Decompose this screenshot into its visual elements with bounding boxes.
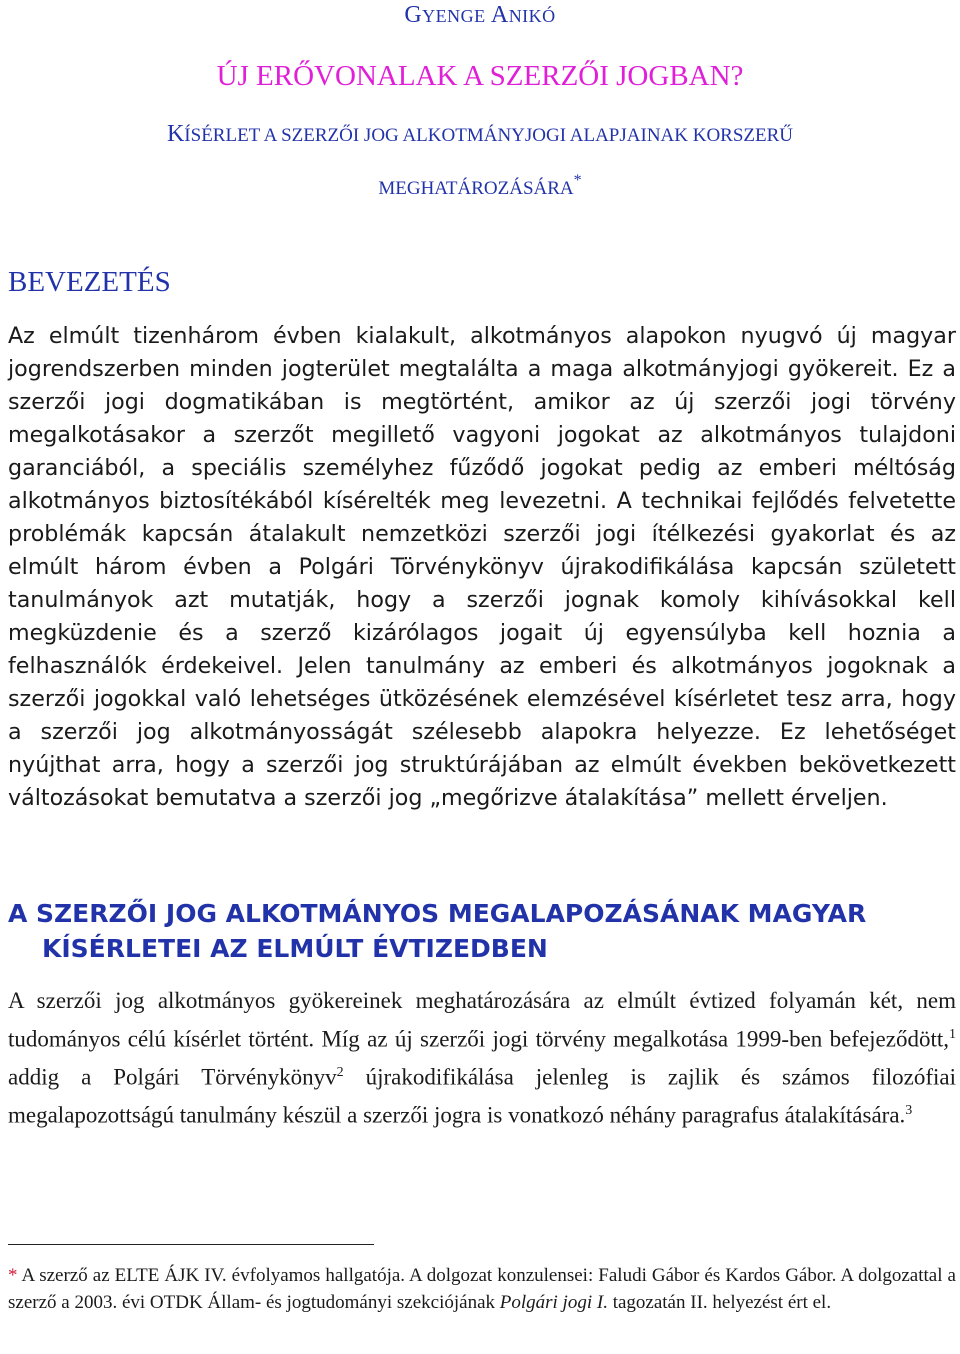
subtitle-footnote-marker[interactable]: * xyxy=(573,172,582,189)
subtitle-line-2-text: MEGHATÁROZÁSÁRA xyxy=(378,178,574,199)
subtitle-line-1 xyxy=(0,112,960,158)
footnote xyxy=(8,1262,956,1316)
footnote-text-b: tagozatán II. helyezést ért el. xyxy=(607,1292,832,1313)
footnote-text-a: A szerző az ELTE ÁJK IV. évfolyamos hallgatója. A dolgozat konzulensei: Faludi Gábor és Kardos Gábor. A dolgozattal a szerző a 2003. évi OTDK Állam- és jogtudományi szekciójának xyxy=(8,1265,956,1313)
author-rest-2: NIKÓ xyxy=(508,6,556,26)
author-initial-1: G xyxy=(404,2,423,28)
footnote-divider xyxy=(8,1244,374,1245)
footnote-ref-2[interactable]: 2 xyxy=(336,1064,344,1080)
section-heading-line-2: KÍSÉRLETEI AZ ELMÚLT ÉVTIZEDBEN xyxy=(42,934,548,963)
section-heading-line-1: A SZERZŐI JOG ALKOTMÁNYOS MEGALAPOZÁSÁNAK MAGYAR xyxy=(8,899,867,928)
section-paragraph xyxy=(8,984,956,1150)
subtitle-line-2 xyxy=(0,158,960,211)
section-text-b: addig a Polgári Törvénykönyv xyxy=(8,1064,337,1090)
author-rest-1: YENGE xyxy=(422,6,486,26)
footnote-italic: Polgári jogi I. xyxy=(499,1292,608,1313)
author-name xyxy=(0,2,960,29)
section-text-c: újrakodifikálása jelenleg is zajlik és számos filozófiai megalapozottságú tanulmány készül a szerzői jogra is vonatkozó néhány paragrafus átalakítására. xyxy=(8,1064,956,1128)
section-text-a: A szerzői jog alkotmányos gyökereinek meghatározására az elmúlt évtized folyamán két, nem tudományos célú kísérlet történt. Míg az új szerzői jogi törvény megalkotása 1999-ben befejeződött, xyxy=(8,988,956,1052)
paper-title: ÚJ ERŐVONALAK A SZERZŐI JOGBAN? xyxy=(216,60,744,92)
footnote-marker: * xyxy=(8,1265,18,1286)
footnote-ref-3[interactable]: 3 xyxy=(905,1102,913,1118)
intro-paragraph: Az elmúlt tizenhárom évben kialakult, alkotmányos alapokon nyugvó új magyar jogrendszerben minden jogterület megtalálta a maga alkotmányjogi gyökereit. Ez a szerzői jogi dogmatikában is megtörtént, amikor az új szerzői jogi törvény megalkotásakor a szerzőt megillető vagyoni jogokat az alkotmányos tulajdoni garanciából, a speciális személyhez fűződő jogokat pedig az emberi méltóság alkotmányos biztosítékából kísérelték meg levezetni. A technikai fejlődés felvetette problémák kapcsán átalakult nemzetközi szerzői jogi ítélkezési gyakorlat és az elmúlt három évben a Polgári Törvénykönyv újrakodifikálása kapcsán született tanulmányok azt mutatják, hogy a szerzői jognak komoly kihívásokkal kell megküzdenie és a szerző kizárólagos jogait új egyensúlyba kell hoznia a felhasználók érdekeivel. Jelen tanulmány az emberi és alkotmányos jogoknak a szerzői jogokkal való lehetséges ütközésének elemzésével kísérletet tesz arra, hogy a szerzői jog alkotmányosságát szélesebb alapokra helyezze. Ez lehetőséget nyújthat arra, hogy a szerzői jog struktúrájában az elmúlt években bekövetkezett változásokat bemutatva a szerzői jog „megőrizve átalakítása” mellett érveljen. xyxy=(8,323,956,811)
footnote-ref-1[interactable]: 1 xyxy=(949,1026,956,1042)
section-heading xyxy=(8,896,956,966)
paper-subtitle xyxy=(0,112,960,211)
subtitle-line-1-text: ÍSÉRLET A SZERZŐI JOG ALKOTMÁNYJOGI ALAPJAINAK KORSZERŰ xyxy=(184,125,794,146)
subtitle-initial: K xyxy=(166,121,185,147)
author-initial-2: A xyxy=(490,2,509,28)
intro-heading: BEVEZETÉS xyxy=(8,266,171,298)
